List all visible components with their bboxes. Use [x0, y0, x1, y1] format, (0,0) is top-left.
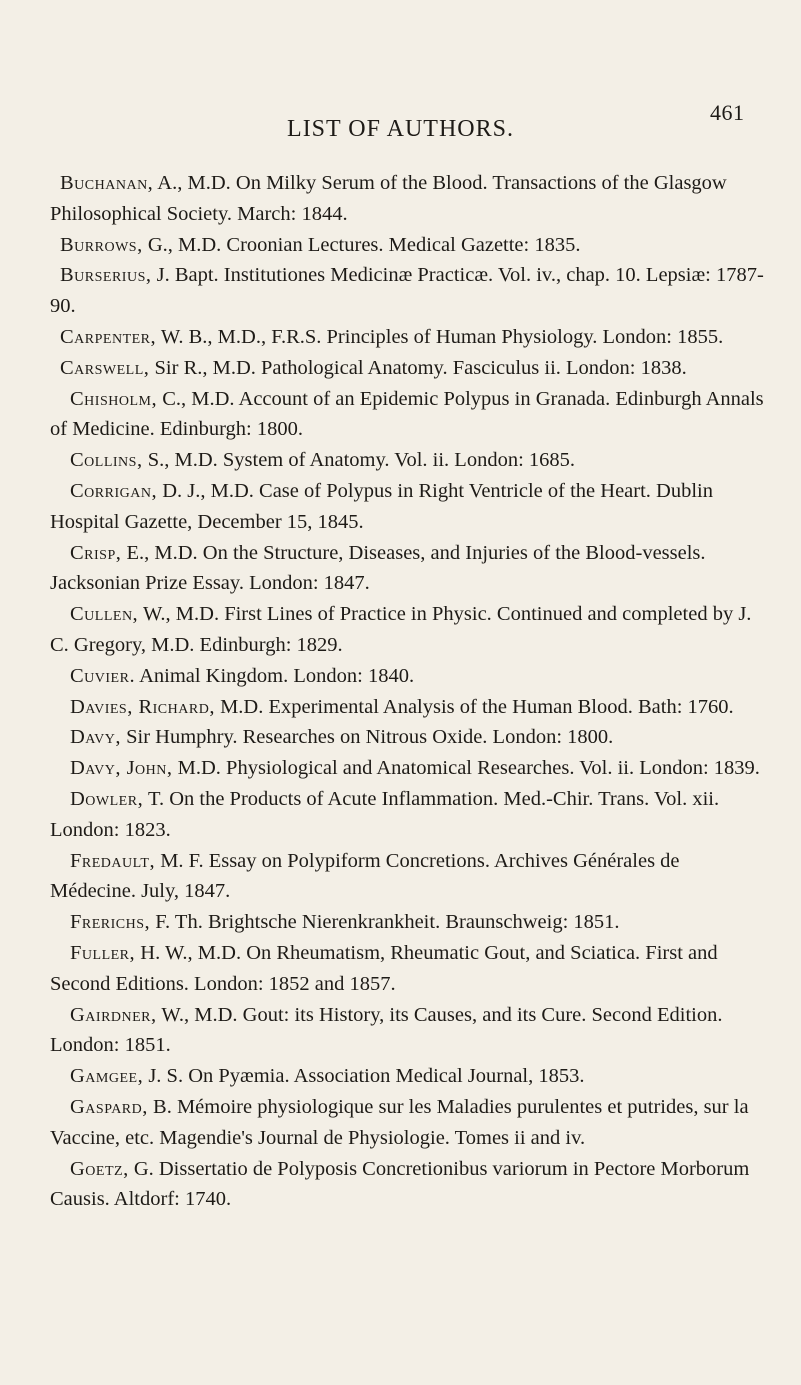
author-name: Collins,: [70, 449, 143, 472]
author-name: Burrows,: [60, 233, 143, 256]
author-name: Buchanan,: [60, 172, 154, 194]
author-list: [50, 168, 770, 1215]
citation: W., M.D. Gout: its History, its Causes, and its Cure. Second Edition. London: 1851.: [50, 1003, 723, 1057]
citation: B. Mémoire physiologique sur les Maladies purulentes et putrides, sur la Vaccine, etc. Magendie's Journal de Physiologie. Tomes ii and iv.: [50, 1095, 749, 1149]
list-item: [50, 661, 770, 692]
author-name: Goetz,: [70, 1157, 129, 1180]
author-name: Frerichs,: [70, 911, 151, 934]
list-item: [50, 907, 770, 938]
author-name: Carpenter,: [60, 325, 157, 348]
list-item: [50, 168, 770, 230]
author-name: Fuller,: [70, 941, 136, 964]
author-name: Chisholm,: [70, 387, 158, 410]
author-name: Carswell,: [60, 356, 150, 379]
list-item: [50, 353, 770, 384]
list-item: [50, 846, 770, 908]
list-item: [50, 938, 770, 1000]
citation: E., M.D. On the Structure, Diseases, and Injuries of the Blood-vessels. Jacksonian Prize Essay. London: 1847.: [50, 541, 706, 595]
citation: S., M.D. System of Anatomy. Vol. ii. London: 1685.: [142, 449, 576, 472]
citation: W., M.D. First Lines of Practice in Physic. Continued and completed by J. C. Gregory, M.D. Edinburgh: 1829.: [50, 603, 752, 656]
citation: F. Th. Brightsche Nierenkrankheit. Braunschweig: 1851.: [150, 911, 620, 934]
list-item: [50, 784, 770, 846]
author-name: Gaspard,: [70, 1095, 148, 1118]
list-item: [50, 1061, 770, 1092]
list-item: [50, 1000, 770, 1062]
list-item: [50, 599, 770, 661]
citation: D. J., M.D. Case of Polypus in Right Ventricle of the Heart. Dublin Hospital Gazette, December 15, 1845.: [50, 479, 713, 533]
list-item: [50, 476, 770, 538]
list-item: [50, 384, 770, 446]
author-name: Davies, Richard,: [70, 695, 215, 718]
citation: Animal Kingdom. London: 1840.: [135, 664, 415, 687]
list-item: [50, 445, 770, 476]
citation: T. On the Products of Acute Inflammation. Med.-Chir. Trans. Vol. xii. London: 1823.: [50, 787, 720, 841]
author-name: Cuvier.: [70, 664, 136, 687]
list-item: [50, 538, 770, 600]
citation: J. S. On Pyæmia. Association Medical Journal, 1853.: [143, 1065, 585, 1088]
author-name: Dowler,: [70, 787, 144, 810]
citation: C., M.D. Account of an Epidemic Polypus in Granada. Edinburgh Annals of Medicine. Edinburgh: 1800.: [50, 387, 764, 441]
list-item: [50, 753, 770, 784]
list-item: [50, 1092, 770, 1154]
author-name: Cullen,: [70, 603, 139, 626]
author-name: Davy, John,: [70, 757, 173, 780]
citation: M.D. Physiological and Anatomical Researches. Vol. ii. London: 1839.: [172, 757, 760, 780]
citation: Sir R., M.D. Pathological Anatomy. Fasciculus ii. London: 1838.: [149, 356, 687, 379]
citation: M. F. Essay on Polypiform Concretions. Archives Générales de Médecine. July, 1847.: [50, 849, 680, 903]
citation: Sir Humphry. Researches on Nitrous Oxide. London: 1800.: [120, 726, 614, 749]
list-item: [50, 230, 770, 261]
list-item: [50, 260, 770, 322]
author-name: Corrigan,: [70, 479, 158, 502]
author-name: Davy,: [70, 726, 121, 749]
citation: G., M.D. Croonian Lectures. Medical Gazette: 1835.: [142, 233, 581, 256]
citation: J. Bapt. Institutiones Medicinæ Practicæ. Vol. iv., chap. 10. Lepsiæ: 1787-90.: [50, 264, 764, 318]
list-item: [50, 692, 770, 723]
list-item: [50, 722, 770, 753]
author-name: Gairdner,: [70, 1003, 157, 1026]
page-header: LIST OF AUTHORS.: [287, 116, 514, 142]
citation: A., M.D. On Milky Serum of the Blood. Transactions of the Glasgow Philosophical Society. March: 1844.: [50, 172, 727, 225]
author-name: Crisp,: [70, 541, 122, 564]
author-name: Gamgee,: [70, 1065, 144, 1088]
author-name: Burserius,: [60, 264, 152, 287]
citation: H. W., M.D. On Rheumatism, Rheumatic Gout, and Sciatica. First and Second Editions. London: 1852 and 1857.: [50, 941, 718, 995]
citation: G. Dissertatio de Polyposis Concretionibus variorum in Pectore Morborum Causis. Altdorf: 1740.: [50, 1157, 750, 1211]
citation: W. B., M.D., F.R.S. Principles of Human Physiology. London: 1855.: [156, 325, 724, 348]
page-number: 461: [710, 100, 745, 125]
citation: M.D. Experimental Analysis of the Human Blood. Bath: 1760.: [214, 695, 734, 718]
list-item: [50, 322, 770, 353]
author-name: Fredault,: [70, 849, 156, 872]
list-item: [50, 1154, 770, 1216]
